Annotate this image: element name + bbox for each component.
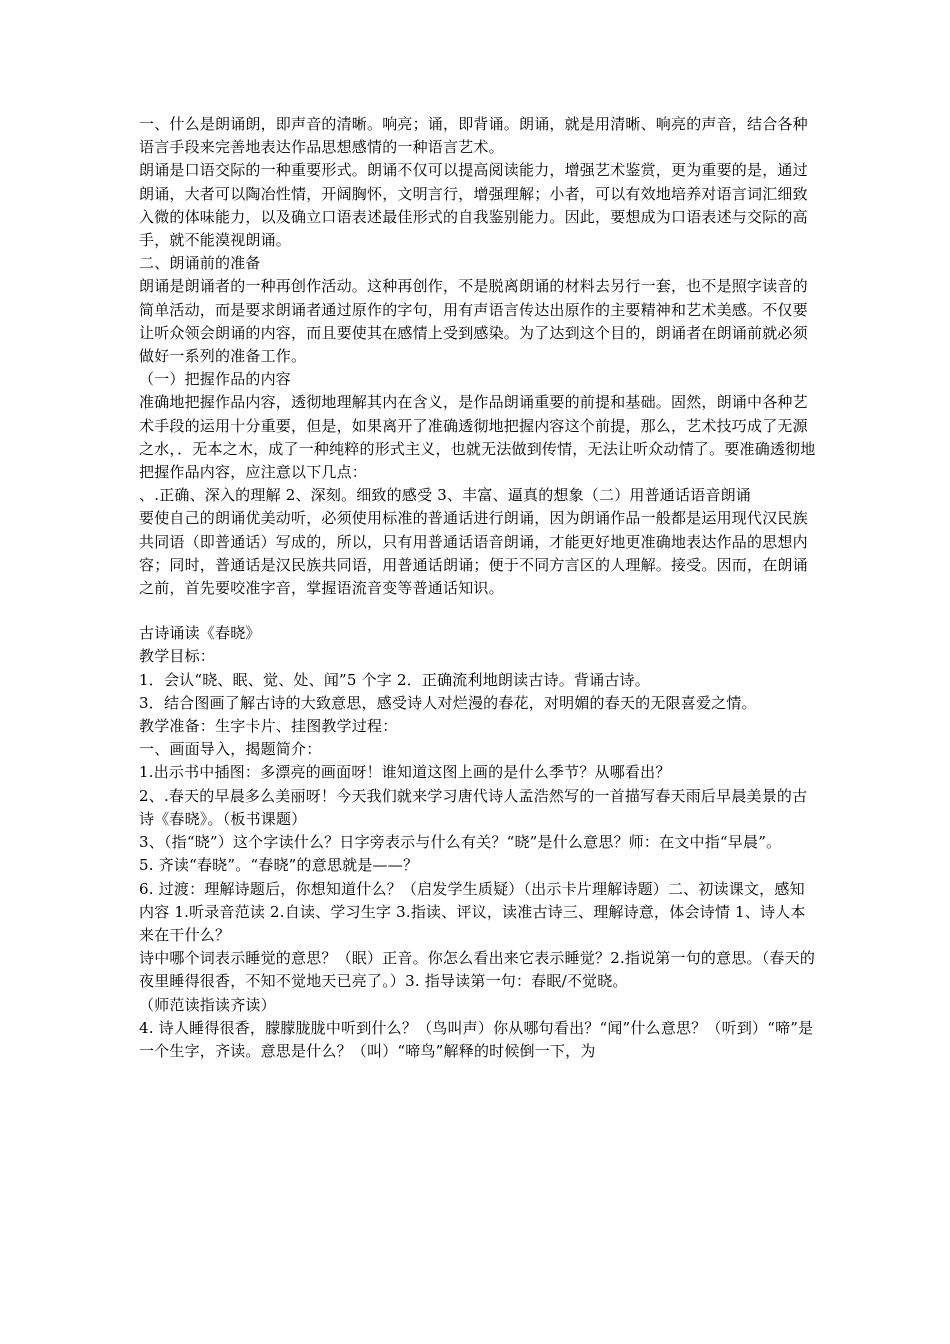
lesson-step-1-6: 6. 过渡：理解诗题后，你想知道什么？（启发学生质疑）（出示卡片理解诗题）二、初读课文，感知内容 1.听录音范读 2.自读、学习生字 3.指读、评议，读准古诗三、理解诗意，体会诗情 1、诗人本来在干什么？ bbox=[139, 879, 806, 944]
lesson-goals-label: 教学目标： bbox=[139, 647, 216, 666]
putonghua-paragraph: 要使自己的朗诵优美动听，必须使用标准的普通话进行朗诵，因为朗诵作品一般都是运用现代汉民族共同语（即普通话）写成的，所以，只有用普通话语音朗诵，才能更好地更准确地表达作品的思想内容；同时，普通话是汉民族共同语，用普通话朗诵；便于不同方言区的人理解。接受。因而，在朗诵之前，首先要咬准字音，掌握语流音变等普通话知识。 bbox=[139, 509, 808, 598]
section1-heading: 一、什么是朗诵朗，即声音的清晰。响亮；诵，即背诵。朗诵，就是用清晰、响亮的声音，结合各种语言手段来完善地表达作品思想感情的一种语言艺术。 bbox=[139, 115, 808, 157]
section2-paragraph: 朗诵是朗诵者的一种再创作活动。这种再创作，不是脱离朗诵的材料去另行一套，也不是照字读音的简单活动，而是要求朗诵者通过原作的字句，用有声语言传达出原作的主要精神和艺术美感。不仅要让听众领会朗诵的内容，而且要使其在感情上受到感染。为了达到这个目的，朗诵者在朗诵前就必须做好一系列的准备工作。 bbox=[139, 277, 808, 366]
lesson-step-4: 4. 诗人睡得很香，朦朦胧胧中听到什么？（鸟叫声）你从哪句看出？“闻”什么意思？（听到）“啼”是一个生字，齐读。意思是什么？（叫）“啼鸟”解释的时候倒一下，为 bbox=[139, 1018, 814, 1060]
lesson-preparation: 教学准备：生字卡片、挂图教学过程： bbox=[139, 717, 398, 736]
lesson-goal-1: 1．会认“晓、眠、觉、处、闻”5 个字 2．正确流利地朗读古诗。背诵古诗。 bbox=[139, 670, 650, 689]
section1-paragraph: 朗诵是口语交际的一种重要形式。朗诵不仅可以提高阅读能力，增强艺术鉴赏，更为重要的是，通过朗诵，大者可以陶冶性情，开阔胸怀，文明言行，增强理解；小者，可以有效地培养对语言词汇细致入微的体味能力，以及确立口语表述最佳形式的自我鉴别能力。因此，要想成为口语表述与交际的高手，就不能漠视朗诵。 bbox=[139, 161, 808, 250]
lesson-goal-3: 3．结合图画了解古诗的大致意思，感受诗人对烂漫的春花，对明媚的春天的无限喜爱之情。 bbox=[139, 693, 757, 712]
lesson-step-3-question: 诗中哪个词表示睡觉的意思？（眠）正音。你怎么看出来它表示睡觉？2.指说第一句的意思。（春天的夜里睡得很香，不知不觉地天已亮了。）3. 指导读第一句：春眠/不觉晓。 bbox=[139, 949, 816, 991]
section-gap bbox=[139, 600, 819, 622]
lesson-step-1: 一、画面导入，揭题简介： bbox=[139, 740, 322, 759]
lesson-title: 古诗诵读《春晓》 bbox=[139, 624, 261, 643]
lesson-step-1-3: 3、（指“晓”）这个字读什么？日字旁表示与什么有关？“晓”是什么意思？师：在文中指“早晨”。 bbox=[139, 833, 782, 852]
lesson-step-1-5: 5. 齐读“春晓”。“春晓”的意思就是——？ bbox=[139, 856, 419, 875]
subsection-paragraph: 准确地把握作品内容，透彻地理解其内在含义，是作品朗诵重要的前提和基础。固然，朗诵中各种艺术手段的运用十分重要，但是，如果离开了准确透彻地把握内容这个前提，那么，艺术技巧成了无源之水，．无本之木，成了一种纯粹的形式主义，也就无法做到传情，无法让听众动情了。要准确透彻地把握作品内容，应注意以下几点： bbox=[139, 393, 816, 482]
document-page bbox=[139, 113, 819, 1063]
lesson-step-1-1: 1.出示书中插图：多漂亮的画面呀！谁知道这图上画的是什么季节？从哪看出？ bbox=[139, 763, 671, 782]
subsection-heading: （一）把握作品的内容 bbox=[139, 370, 292, 389]
lesson-reading-note: （师范读指读齐读） bbox=[139, 995, 276, 1014]
lesson-step-1-2: 2、.春天的早晨多么美丽呀！今天我们就来学习唐代诗人孟浩然写的一首描写春天雨后早晨美景的古诗《春晓》。（板书课题） bbox=[139, 786, 808, 828]
section2-heading: 二、朗诵前的准备 bbox=[139, 254, 261, 273]
points-list: 、.正确、深入的理解 2、深刻。细致的感受 3、丰富、逼真的想象（二）用普通话语音朗诵 bbox=[139, 486, 751, 505]
